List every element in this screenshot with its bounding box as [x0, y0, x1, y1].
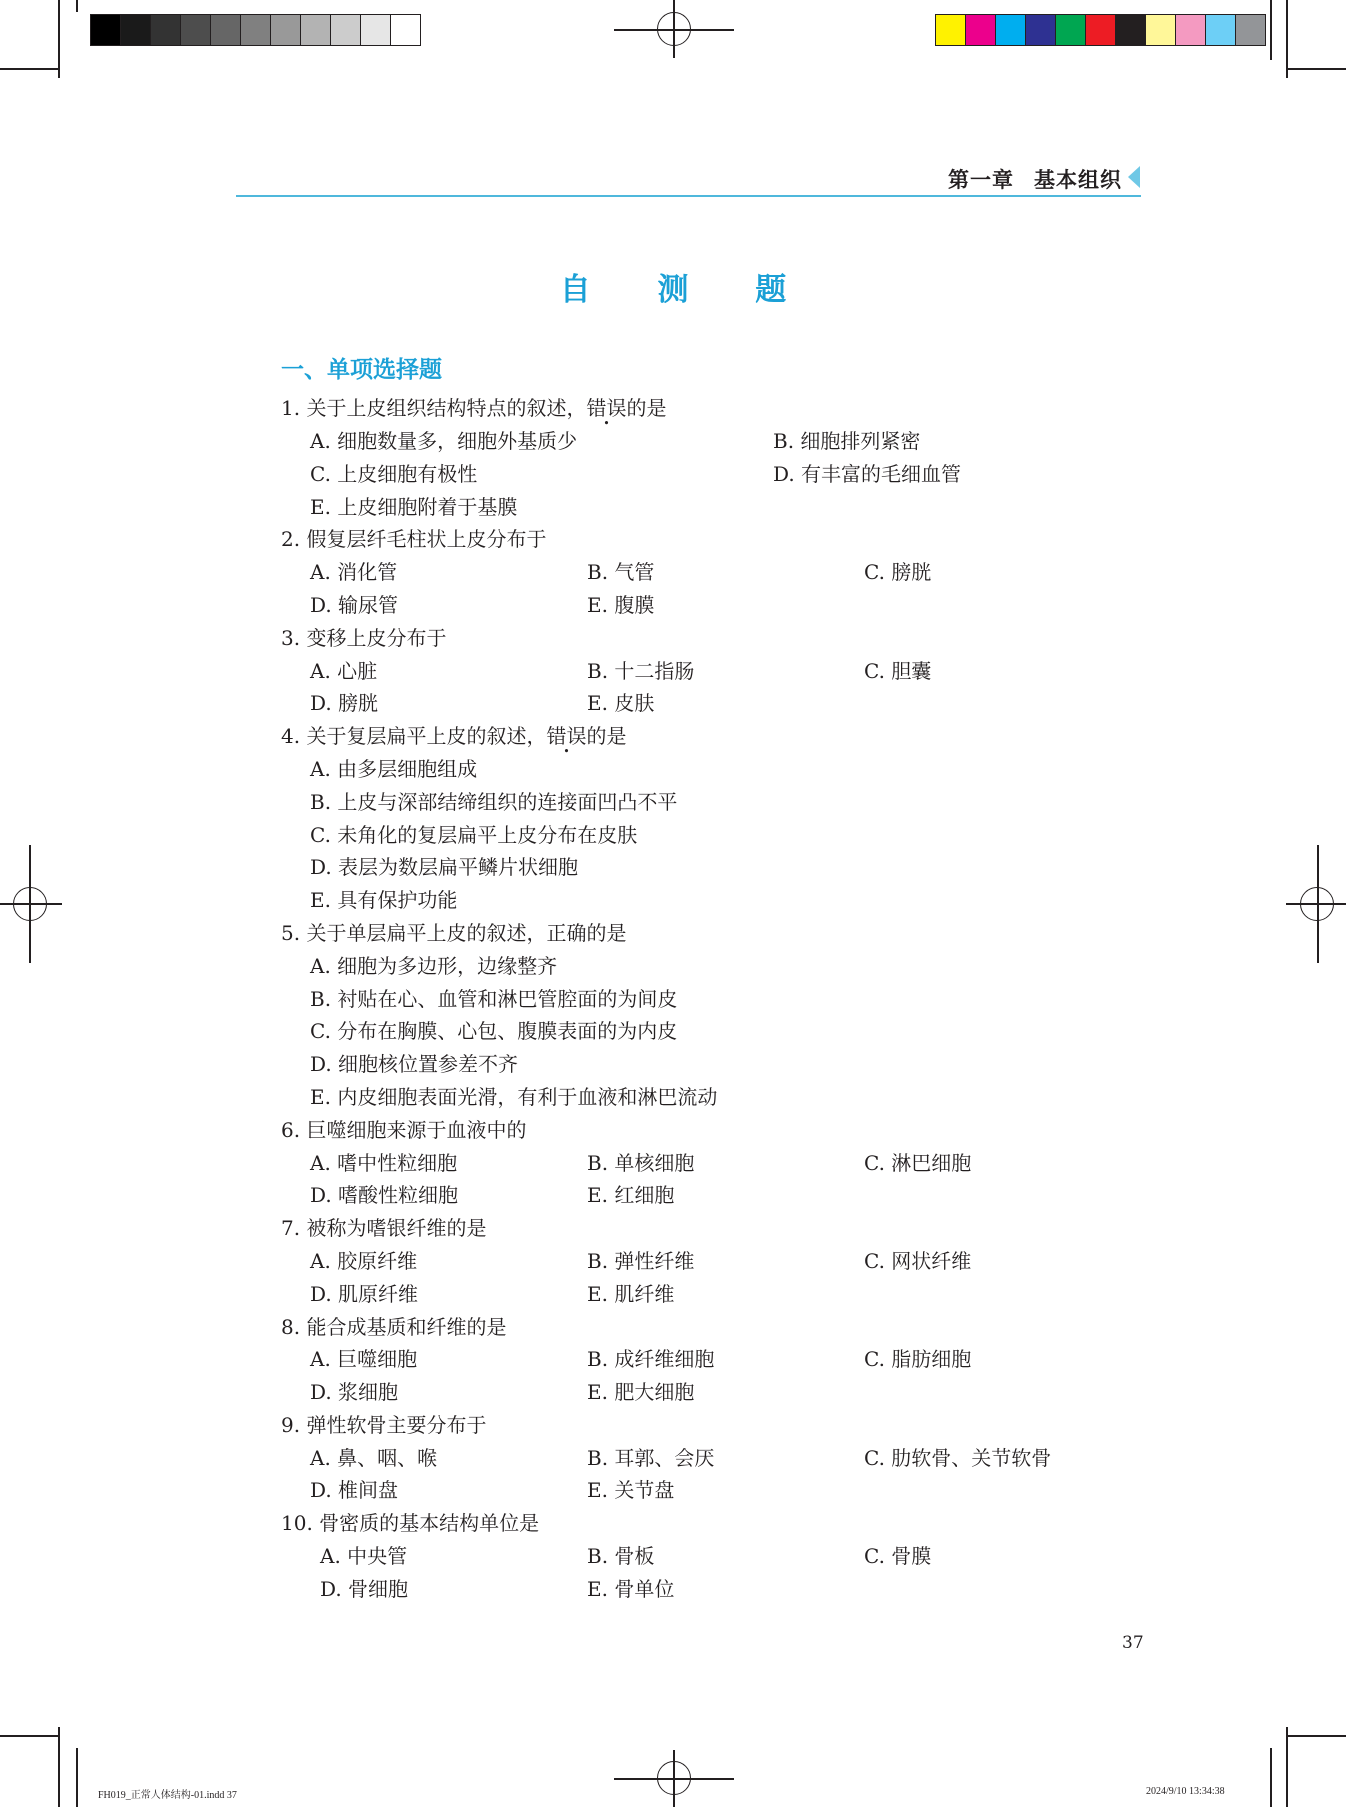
option: E. 上皮细胞附着于基膜 [310, 495, 518, 519]
question-stem: 4. 关于复层扁平上皮的叙述，错误的是 [281, 724, 627, 748]
option: B. 气管 [587, 560, 655, 584]
process-color-bar [935, 14, 1266, 46]
option: D. 浆细胞 [310, 1380, 399, 1404]
color-swatch [241, 15, 271, 45]
option: E. 皮肤 [587, 691, 655, 715]
header-rule [236, 195, 1141, 197]
option: D. 椎间盘 [310, 1478, 399, 1502]
option: A. 中央管 [320, 1544, 408, 1568]
option: C. 未角化的复层扁平上皮分布在皮肤 [310, 823, 638, 847]
question-stem: 1. 关于上皮组织结构特点的叙述，错误的是 [281, 396, 667, 420]
color-swatch [1206, 15, 1236, 45]
color-swatch [936, 15, 966, 45]
slug-filename: FH019_正常人体结构-01.indd 37 [98, 1790, 237, 1801]
gray-color-bar [90, 14, 421, 46]
option: D. 有丰富的毛细血管 [773, 462, 962, 486]
option: E. 内皮细胞表面光滑，有利于血液和淋巴流动 [310, 1085, 718, 1109]
option: C. 膀胱 [864, 560, 932, 584]
color-swatch [361, 15, 391, 45]
option: A. 细胞数量多，细胞外基质少 [310, 429, 578, 453]
question-stem: 2. 假复层纤毛柱状上皮分布于 [281, 527, 547, 551]
chapter-title: 基本组织 [1034, 168, 1122, 192]
color-swatch [1086, 15, 1116, 45]
option: C. 肋软骨、关节软骨 [864, 1446, 1052, 1470]
option: D. 输尿管 [310, 593, 399, 617]
color-swatch [966, 15, 996, 45]
color-swatch [181, 15, 211, 45]
color-swatch [1146, 15, 1176, 45]
option: B. 弹性纤维 [587, 1249, 695, 1273]
color-swatch [1176, 15, 1206, 45]
option: B. 耳郭、会厌 [587, 1446, 715, 1470]
option: D. 肌原纤维 [310, 1282, 419, 1306]
color-swatch [996, 15, 1026, 45]
color-swatch [301, 15, 331, 45]
option: A. 细胞为多边形，边缘整齐 [310, 954, 558, 978]
option: B. 细胞排列紧密 [773, 429, 921, 453]
option: E. 关节盘 [587, 1478, 675, 1502]
option: D. 骨细胞 [320, 1577, 409, 1601]
option: A. 由多层细胞组成 [310, 757, 478, 781]
option: C. 网状纤维 [864, 1249, 972, 1273]
color-swatch [211, 15, 241, 45]
color-swatch [1026, 15, 1056, 45]
option: D. 表层为数层扁平鳞片状细胞 [310, 855, 579, 879]
option: C. 胆囊 [864, 659, 932, 683]
color-swatch [391, 15, 420, 45]
option: C. 淋巴细胞 [864, 1151, 972, 1175]
option: B. 单核细胞 [587, 1151, 695, 1175]
option: B. 衬贴在心、血管和淋巴管腔面的为间皮 [310, 987, 678, 1011]
option: B. 十二指肠 [587, 659, 695, 683]
option: B. 骨板 [587, 1544, 655, 1568]
option: A. 鼻、咽、喉 [310, 1446, 438, 1470]
option: E. 骨单位 [587, 1577, 675, 1601]
option: A. 巨噬细胞 [310, 1347, 418, 1371]
option: B. 成纤维细胞 [587, 1347, 715, 1371]
emphasis-dots: 错误 [546, 724, 587, 748]
section-title: 一、单项选择题 [281, 357, 442, 383]
option: C. 骨膜 [864, 1544, 932, 1568]
color-swatch [1116, 15, 1146, 45]
question-stem: 9. 弹性软骨主要分布于 [281, 1413, 487, 1437]
question-stem: 5. 关于单层扁平上皮的叙述，正确的是 [281, 921, 627, 945]
question-stem: 3. 变移上皮分布于 [281, 626, 447, 650]
option: E. 红细胞 [587, 1183, 675, 1207]
color-swatch [271, 15, 301, 45]
running-head [948, 164, 1122, 194]
option: E. 腹膜 [587, 593, 655, 617]
color-swatch [91, 15, 121, 45]
option: B. 上皮与深部结缔组织的连接面凹凸不平 [310, 790, 678, 814]
header-arrow-icon [1128, 166, 1140, 188]
option: A. 嗜中性粒细胞 [310, 1151, 458, 1175]
question-stem: 8. 能合成基质和纤维的是 [281, 1315, 507, 1339]
option: E. 具有保护功能 [310, 888, 458, 912]
option: A. 胶原纤维 [310, 1249, 418, 1273]
option: C. 脂肪细胞 [864, 1347, 972, 1371]
option: A. 心脏 [310, 659, 378, 683]
question-stem: 7. 被称为嗜银纤维的是 [281, 1216, 487, 1240]
chapter-number: 第一章 [948, 168, 1014, 192]
option: C. 上皮细胞有极性 [310, 462, 478, 486]
emphasis-dots: 错误 [586, 396, 627, 420]
option: E. 肌纤维 [587, 1282, 675, 1306]
option: E. 肥大细胞 [587, 1380, 695, 1404]
color-swatch [151, 15, 181, 45]
color-swatch [1056, 15, 1086, 45]
option: A. 消化管 [310, 560, 398, 584]
slug-timestamp: 2024/9/10 13:34:38 [1146, 1786, 1225, 1797]
option: C. 分布在胸膜、心包、腹膜表面的为内皮 [310, 1019, 678, 1043]
color-swatch [331, 15, 361, 45]
option: D. 膀胱 [310, 691, 379, 715]
option: D. 细胞核位置参差不齐 [310, 1052, 519, 1076]
page-number: 37 [1122, 1633, 1144, 1653]
page-title: 自 测 题 [559, 272, 815, 308]
color-swatch [1236, 15, 1265, 45]
option: D. 嗜酸性粒细胞 [310, 1183, 459, 1207]
question-stem: 6. 巨噬细胞来源于血液中的 [281, 1118, 527, 1142]
color-swatch [121, 15, 151, 45]
question-stem: 10. 骨密质的基本结构单位是 [281, 1511, 540, 1535]
